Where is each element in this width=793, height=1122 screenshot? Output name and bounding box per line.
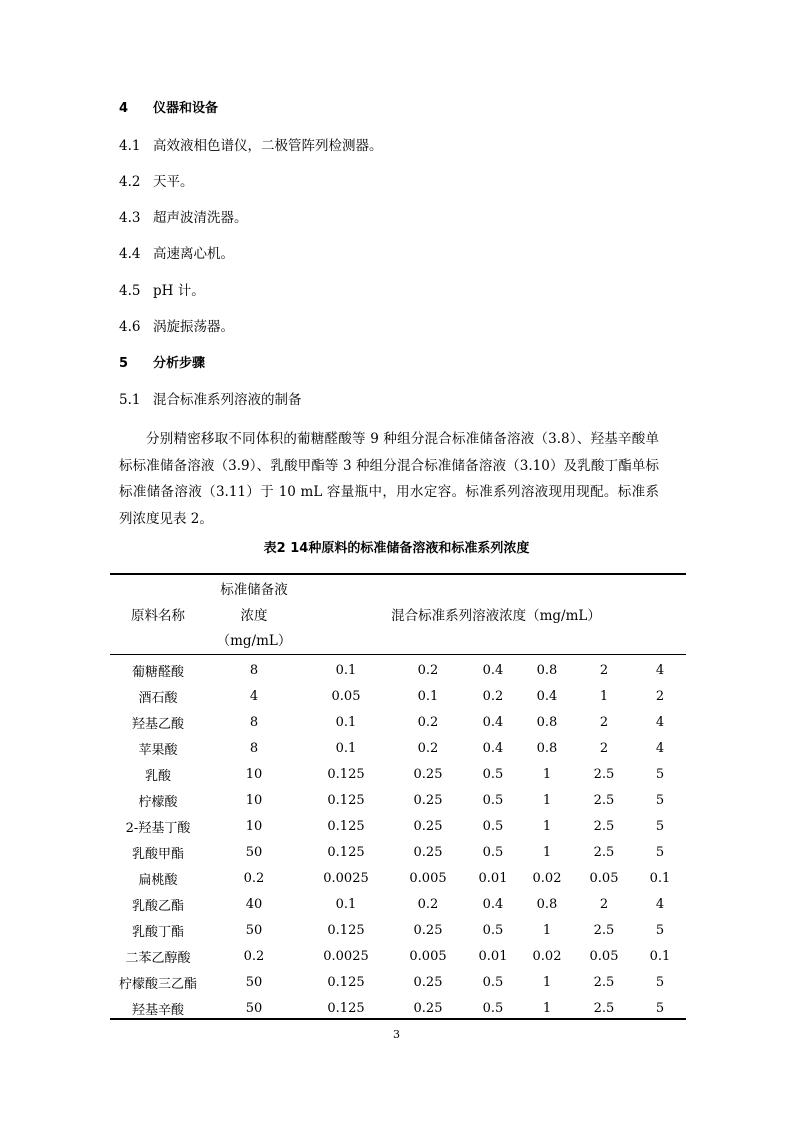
series-concentration-cell: 2 [599, 896, 609, 912]
series-concentration-cell: 0.05 [331, 688, 361, 704]
series-concentration-cell: 0.125 [327, 922, 365, 938]
stock-concentration-cell: 50 [245, 844, 263, 860]
series-concentration-cell: 5 [655, 844, 665, 860]
header-stock-line2: 浓度 [240, 608, 268, 624]
stock-concentration-cell: 4 [249, 688, 259, 704]
series-concentration-cell: 0.8 [536, 896, 558, 912]
material-name-cell: 葡糖醛酸 [131, 664, 184, 680]
series-concentration-cell: 2.5 [593, 766, 615, 782]
series-concentration-cell: 0.2 [417, 740, 439, 756]
series-concentration-cell: 0.2 [482, 688, 504, 704]
stock-concentration-cell: 50 [245, 922, 263, 938]
table-row [110, 787, 686, 813]
series-concentration-cell: 1 [542, 818, 552, 834]
series-concentration-cell: 5 [655, 974, 665, 990]
series-concentration-cell: 0.25 [413, 922, 443, 938]
table-row [110, 917, 686, 943]
section-title: 分析步骤 [153, 356, 206, 371]
series-concentration-cell: 2 [599, 740, 609, 756]
series-concentration-cell: 4 [655, 896, 665, 912]
section-number: 5 [119, 356, 129, 371]
list-item [119, 318, 234, 336]
series-concentration-cell: 0.8 [536, 662, 558, 678]
series-concentration-cell: 2 [599, 714, 609, 730]
header-stock-line3: （mg/mL） [216, 633, 292, 649]
series-concentration-cell: 2.5 [593, 818, 615, 834]
table-row [110, 761, 686, 787]
series-concentration-cell: 0.5 [482, 766, 504, 782]
series-concentration-cell: 4 [655, 714, 665, 730]
series-concentration-cell: 0.5 [482, 974, 504, 990]
item-text: 天平。 [153, 174, 194, 190]
series-concentration-cell: 0.125 [327, 1000, 365, 1016]
table-row [110, 657, 686, 683]
series-concentration-cell: 0.5 [482, 922, 504, 938]
series-concentration-cell: 0.02 [532, 948, 562, 964]
series-concentration-cell: 0.1 [417, 688, 439, 704]
series-concentration-cell: 0.25 [413, 1000, 443, 1016]
series-concentration-cell: 0.2 [417, 714, 439, 730]
table-caption: 表2 14种原料的标准储备溶液和标准系列浓度 [263, 541, 530, 556]
header-name: 原料名称 [131, 608, 185, 624]
series-concentration-cell: 0.5 [482, 1000, 504, 1016]
series-concentration-cell: 0.5 [482, 818, 504, 834]
table-row [110, 943, 686, 969]
series-concentration-cell: 0.4 [536, 688, 558, 704]
series-concentration-cell: 0.1 [335, 896, 357, 912]
series-concentration-cell: 1 [542, 792, 552, 808]
series-concentration-cell: 2.5 [593, 844, 615, 860]
series-concentration-cell: 0.4 [482, 896, 504, 912]
series-concentration-cell: 0.125 [327, 792, 365, 808]
series-concentration-cell: 1 [542, 844, 552, 860]
table-top-rule [110, 573, 686, 575]
series-concentration-cell: 0.5 [482, 844, 504, 860]
stock-concentration-cell: 0.2 [243, 870, 265, 886]
item-number: 4.4 [119, 246, 141, 262]
series-concentration-cell: 0.25 [413, 844, 443, 860]
series-concentration-cell: 5 [655, 818, 665, 834]
item-text: pH 计。 [153, 283, 205, 299]
series-concentration-cell: 5 [655, 766, 665, 782]
item-number: 4.5 [119, 283, 141, 299]
series-concentration-cell: 0.4 [482, 662, 504, 678]
stock-concentration-cell: 10 [245, 766, 263, 782]
list-item [119, 209, 248, 227]
series-concentration-cell: 1 [599, 688, 609, 704]
series-concentration-cell: 0.02 [532, 870, 562, 886]
material-name-cell: 扁桃酸 [138, 872, 178, 888]
series-concentration-cell: 5 [655, 792, 665, 808]
table-row [110, 735, 686, 761]
stock-concentration-cell: 10 [245, 818, 263, 834]
stock-concentration-cell: 10 [245, 792, 263, 808]
series-concentration-cell: 5 [655, 1000, 665, 1016]
section-4-heading [119, 100, 218, 118]
series-concentration-cell: 0.125 [327, 766, 365, 782]
series-concentration-cell: 0.0025 [323, 948, 369, 964]
item-number: 4.1 [119, 138, 141, 154]
subsection-title: 混合标准系列溶液的制备 [153, 392, 302, 408]
material-name-cell: 二苯乙醇酸 [125, 950, 191, 966]
table-row [110, 891, 686, 917]
material-name-cell: 羟基辛酸 [131, 1002, 184, 1018]
series-concentration-cell: 0.05 [589, 870, 619, 886]
series-concentration-cell: 1 [542, 922, 552, 938]
section-number: 4 [119, 101, 129, 116]
subsection-number: 5.1 [119, 392, 141, 408]
series-concentration-cell: 0.5 [482, 792, 504, 808]
section-5-heading [119, 355, 205, 373]
table-row [110, 813, 686, 839]
stock-concentration-cell: 8 [249, 714, 259, 730]
series-concentration-cell: 0.125 [327, 818, 365, 834]
stock-concentration-cell: 50 [245, 974, 263, 990]
series-concentration-cell: 0.4 [482, 714, 504, 730]
series-concentration-cell: 0.1 [649, 948, 671, 964]
series-concentration-cell: 5 [655, 922, 665, 938]
item-text: 高效液相色谱仪，二极管阵列检测器。 [153, 138, 383, 154]
material-name-cell: 乳酸乙酯 [131, 898, 184, 914]
page-number: 3 [393, 1028, 400, 1041]
series-concentration-cell: 0.005 [409, 870, 447, 886]
series-concentration-cell: 0.1 [335, 714, 357, 730]
table-header-rule [110, 654, 686, 655]
body-paragraph: 分别精密移取不同体积的葡糖醛酸等 9 种组分混合标准储备溶液（3.8）、羟基辛酸单标标准储备溶液（3.9）、乳酸甲酯等 3 种组分混合标准储备溶液（3.10）及乳酸丁酯单标标准储备溶液（3.11）于 10 mL 容量瓶中，用水定容。标准系列溶液现用现配。标准系列浓度见表 2。 [119, 431, 659, 527]
material-name-cell: 2-羟基丁酸 [125, 820, 191, 836]
series-concentration-cell: 2.5 [593, 792, 615, 808]
material-name-cell: 乳酸丁酯 [131, 924, 184, 940]
item-number: 4.6 [119, 319, 141, 335]
series-concentration-cell: 0.125 [327, 974, 365, 990]
material-name-cell: 乳酸 [144, 768, 171, 784]
header-series: 混合标准系列溶液浓度（mg/mL） [391, 608, 601, 624]
table-row [110, 865, 686, 891]
stock-concentration-cell: 8 [249, 662, 259, 678]
series-concentration-cell: 0.4 [482, 740, 504, 756]
series-concentration-cell: 1 [542, 766, 552, 782]
series-concentration-cell: 2.5 [593, 974, 615, 990]
material-name-cell: 酒石酸 [138, 690, 178, 706]
series-concentration-cell: 0.25 [413, 818, 443, 834]
series-concentration-cell: 0.8 [536, 740, 558, 756]
series-concentration-cell: 1 [542, 1000, 552, 1016]
header-stock-line1: 标准储备液 [220, 582, 288, 598]
item-text: 高速离心机。 [153, 246, 234, 262]
series-concentration-cell: 0.25 [413, 792, 443, 808]
item-text: 超声波清洗器。 [153, 210, 248, 226]
table-row [110, 839, 686, 865]
series-concentration-cell: 2.5 [593, 922, 615, 938]
table-row [110, 969, 686, 995]
material-name-cell: 羟基乙酸 [131, 716, 184, 732]
series-concentration-cell: 0.125 [327, 844, 365, 860]
series-concentration-cell: 0.1 [335, 662, 357, 678]
series-concentration-cell: 2 [655, 688, 665, 704]
series-concentration-cell: 0.8 [536, 714, 558, 730]
table-row [110, 709, 686, 735]
subsection-heading [119, 391, 302, 409]
stock-concentration-cell: 40 [245, 896, 263, 912]
series-concentration-cell: 0.1 [649, 870, 671, 886]
series-concentration-cell: 0.25 [413, 974, 443, 990]
material-name-cell: 柠檬酸 [138, 794, 178, 810]
concentration-table [110, 657, 686, 1021]
material-name-cell: 乳酸甲酯 [131, 846, 184, 862]
material-name-cell: 苹果酸 [138, 742, 178, 758]
series-concentration-cell: 0.2 [417, 662, 439, 678]
list-item [119, 173, 194, 191]
section-title: 仪器和设备 [153, 101, 219, 116]
item-text: 涡旋振荡器。 [153, 319, 234, 335]
table-row [110, 995, 686, 1021]
list-item [119, 282, 205, 300]
series-concentration-cell: 4 [655, 662, 665, 678]
series-concentration-cell: 0.005 [409, 948, 447, 964]
series-concentration-cell: 0.01 [478, 870, 508, 886]
series-concentration-cell: 1 [542, 974, 552, 990]
table-row [110, 683, 686, 709]
material-name-cell: 柠檬酸三乙酯 [118, 976, 197, 992]
series-concentration-cell: 2.5 [593, 1000, 615, 1016]
list-item [119, 137, 383, 155]
item-number: 4.2 [119, 174, 141, 190]
series-concentration-cell: 4 [655, 740, 665, 756]
stock-concentration-cell: 50 [245, 1000, 263, 1016]
series-concentration-cell: 0.2 [417, 896, 439, 912]
item-number: 4.3 [119, 210, 141, 226]
stock-concentration-cell: 8 [249, 740, 259, 756]
series-concentration-cell: 0.1 [335, 740, 357, 756]
series-concentration-cell: 0.25 [413, 766, 443, 782]
stock-concentration-cell: 0.2 [243, 948, 265, 964]
list-item [119, 245, 234, 263]
series-concentration-cell: 2 [599, 662, 609, 678]
series-concentration-cell: 0.05 [589, 948, 619, 964]
series-concentration-cell: 0.0025 [323, 870, 369, 886]
series-concentration-cell: 0.01 [478, 948, 508, 964]
